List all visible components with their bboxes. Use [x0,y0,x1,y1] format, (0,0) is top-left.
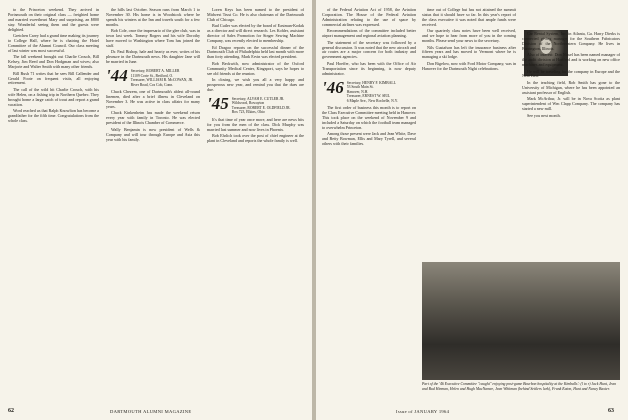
class-heading-46 [322,77,416,104]
secretary-city: Hanover, N.H. [346,89,369,94]
paragraph: Car Rental System, Inc. in Atlanta, Ga. Harry Dierks is connected giving manager for the Southern Fabricators Division of the Northwestern Company. He lives in Barrington, Illinois. [522,31,620,51]
secretary-line: Secretary, HENRY F. KIMBALL [346,80,396,85]
paragraph: He will be traveling for the company in Europe and the Near East. [522,68,620,79]
class-officers [347,80,398,104]
paragraph: Bob Cole, once the impresario of the glee club, was in town last week. Tommy Rogers and his wife Dorothy have moved to Washington where Tom has joined the staff. [106,28,200,48]
paragraph: Chuck Kinkenheim has made the weekend return every year with family in Toronto. He was elected president of the Illinois Chamber of Commerce. [106,110,200,126]
paragraph: Also of interest: Don Nissel has been named manager of the audit division at Hartford and is working on new office machines and equipment. [522,52,620,68]
running-footer: Issue of JANUARY 1964 [396,409,450,414]
running-footer: DARTMOUTH ALUMNI MAGAZINE [110,409,192,414]
paragraph: Our quarterly class notes have been well received, and we hope to hear from more of you in the coming months. Please send your news to the secretary. [422,28,516,44]
paragraph: The statement of the secretary was followed by a general discussion. It was noted that the new aircraft and air routes are a major concern for both industry and government agencies. [322,39,416,60]
secretary-address: Wildwood, Rowayton [231,101,265,106]
paragraph: Chuck Chezem, one of Dartmouth's ablest all-round linemen, died after a brief illness in Cleveland on November 3. He was active in class affairs for many years. [106,89,200,109]
paragraph: Ed Dragoo reports on the successful dinner of the Dartmouth Club of Philadelphia held last month with more than forty attending. Mark Ervin was elected president. [207,44,304,60]
treasurer-address: 6 Maple Ave., New Rochelle, N.Y. [346,98,398,103]
paragraph: Bob Beckwith, now administrator of the Oxford Community Medical Center, Kingsport, says he hopes to see old friends at the reunion. [207,60,304,76]
class-year-number: '45 [207,93,229,113]
class-officers [232,96,291,115]
paragraph: Wally Benjamin is now president of Wells & Company and will tour through Europe and Asia this year with his family. [106,126,200,142]
class-heading-44 [106,68,200,87]
treasurer-line: Treasurer, WILLIAM B. McCOWAN, JR. [130,78,194,83]
paragraph: to the Princeton weekend. They arrived in Portsmouth on their original class — freighted home and married sweetheart Mary and surprising, an $800 stay. Wonderful seeing them and the guests were delighted. [8,8,99,32]
page-number: 63 [608,408,614,414]
paragraph: Bill Bush 71 writes that he sees Bill Callender and Gerald Foote on frequent visits, all enjoying retirement. [8,70,99,86]
paragraph: Among those present were Jack and Jean White, Dave and Betty Bowman, Ellis and Mary Tyrell, and several others with their families. [322,131,416,146]
paragraph: Nils Gustafson has left the insurance business after fifteen years and has moved to Vermont where he is managing a ski lodge. [422,44,516,60]
treasurer-line: Treasurer, ERNEST W. SEIL [346,94,390,99]
paragraph: Loren Keys has been named to the president of Midwest Trust Co. He is also chairman of the Dartmouth Club of Chicago. [207,8,304,22]
treasurer-address: Box 723, Elkins, Ohio [231,110,265,115]
class-year-number: '46 [322,77,344,97]
right-column-2 [422,8,516,258]
page-number: 62 [8,408,14,414]
text-wrap-spacer [522,8,620,32]
secretary-address: 11109 Corte St., Bedford, O. [130,73,174,78]
secretary-line: Secretary, ALVAH E. CUTLER JR. [231,96,285,101]
secretary-line: Secretary, ROBERT A. MILLER [130,69,180,74]
left-column-3 [207,8,304,406]
paragraph: Word reached us that Ralph Knowlton has become a grandfather for the fifth time. Congratulations from the whole class. [8,108,99,123]
paragraph: In closing, we wish you all a very happy and prosperous new year, and remind you that the dues are due. [207,77,304,92]
class-heading-45 [207,93,304,115]
treasurer-line: Treasurer, ROBERT E. OLDFIELD JR. [231,105,291,110]
photo-caption: Part of the '46 Executive Committee "caught" enjoying post-game Bourbon hospitality at the Kimballs': (l to r) Jack Hunt, Jean and Bud Hinman, Helen and Hugh MacNamee, Jean Whitman (behind Settlers lurk), Frank Eaton, Hunt and Nancy Baxter. [422,382,616,391]
paragraph: In the teaching field, Rob Smith has gone to the University of Michigan, where he has been appointed an assistant professor of English. [522,79,620,95]
paragraph: Gretchen Carey had a grand time making its journey to College Hall, where he is chairing the Hotel Committee of the Alumni Council. Our class meeting of last winter was most successful. [8,33,99,53]
left-column-1 [8,8,99,406]
paragraph: The fall weekend brought out Charlie Crouch, Bill Kelsey, Jim Reed and Don Hodgman and wives; also Marjorie and Walter Smith with many other friends. [8,54,99,70]
paragraph: Dr. Paul Bishop, hale and hearty as ever, writes of his pleasure in the Dartmouth news. His daughter Jane will be married in June. [106,49,200,65]
paragraph: Bob Ehrlich took over the post of chief engineer at the plant in Cleveland and reports the whole family is well. [207,133,304,144]
left-page [0,0,312,420]
paragraph: The call of the wild hit Charlie Crouch, with his wife Helen, on a fishing trip in Northern Quebec. They brought home a large catch of trout and report a grand vacation. [8,86,99,107]
paragraph: See you next month. [527,112,561,118]
right-column-3 [522,8,620,256]
paragraph: the hills last October. Season runs from March 1 to November 30. His home is in Woodstock where he spends his winters at the Inn and travels south for a few months. [106,8,200,27]
right-page [316,0,628,420]
paragraph: Bud Cutler was elected by the board of Eastman-Kodak as a director and will direct research. Les Kohler, assistant director of Sales Promotion for Singer Sewing Machine Company, was recently elected to membership. [207,23,304,44]
class-year-number: '44 [106,66,128,86]
paragraph: Mark McArthur, Jr. will be in Nova Scotia as plant superintendent of Wm Clapp Company. The company has started a new mill. [522,96,620,112]
paragraph: Paul Hoeffer, who has been with the Office of Air Transportation since its beginning, is now deputy administrator. [322,60,416,76]
paragraph: Recommendations of the committee included better airport management and regional aviation planning. [322,28,416,39]
paragraph: of the Federal Aviation Act of 1958, the Aviation Corporation. The House of the Federal Aviation Administration relating to the use of space by commercial airlines was expressed. [322,8,416,27]
right-column-1 [322,8,416,406]
left-column-2 [106,8,200,406]
secretary-address: 53 South Main St. [346,85,374,90]
class-officers [131,68,193,87]
paragraph: Don Bigelow, now with Ford Motor Company, was in Hanover for the Dartmouth Night celebrations. [422,60,516,71]
paragraph: It's that time of year once more, and here are news bits for you from the men of the class. Dick Murphy was married last summer and now lives in Phoenix. [207,116,304,132]
paragraph: time out of College but has not attained the summit status that it should have so far. In this year's report of the class executive it was noted that ample funds were received. [422,8,516,27]
paragraph: The first order of business this month is to report on the Class Executive Committee meeting held in Hanover. This took place on the weekend of November 9 and included a Saturday on which the football team managed to overwhelm Princeton. [322,105,416,130]
treasurer-address: River Road, Cos Cob, Conn. [130,82,174,87]
group-photo [422,262,620,380]
